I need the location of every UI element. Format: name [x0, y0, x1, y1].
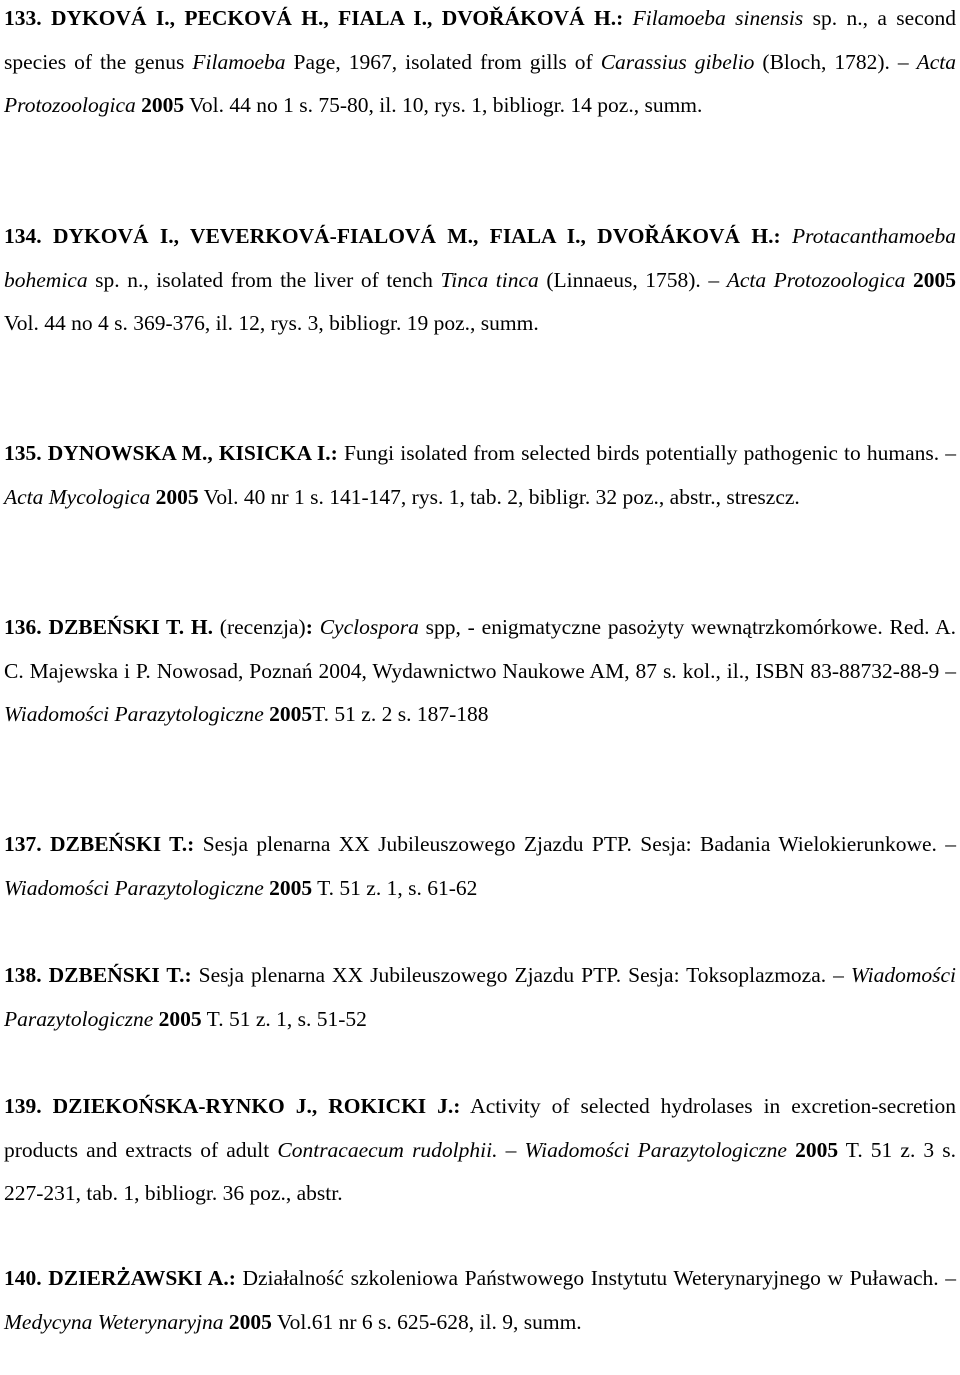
host-species-name: Tinca tinca — [440, 267, 539, 292]
entry-dash: – — [826, 963, 851, 987]
entry-number: 135. — [4, 441, 42, 465]
bibliography-entry-137 — [4, 823, 956, 910]
entry-title: sp. n., a second species of the genus — [4, 6, 956, 74]
entry-authors: DZIERŻAWSKI A.: — [48, 1266, 236, 1290]
species-name: Contracaecum rudolphii. — [277, 1137, 498, 1162]
entry-number: 140. — [4, 1266, 42, 1290]
entry-year: 2005 — [158, 1006, 202, 1031]
entry-authors: DZBEŃSKI T.: — [49, 832, 195, 856]
entry-title: Activity of selected hydrolases in excretion-secretion products and extracts of adult — [4, 1094, 957, 1162]
entry-year: 2005 — [269, 875, 313, 900]
entry-year: 2005 — [155, 484, 199, 509]
entry-number: 139. — [4, 1094, 42, 1118]
entry-year: 2005 — [913, 267, 956, 292]
bibliography-entry-134 — [4, 215, 956, 346]
entry-number: 138. — [4, 963, 42, 987]
entry-details: Vol. 44 no 4 s. 369-376, il. 12, rys. 3, bibliogr. 19 poz., summ. — [4, 311, 539, 335]
genus-name: Cyclospora — [319, 615, 419, 639]
journal-name: Acta Protozoologica — [4, 49, 957, 117]
entry-number: 133. — [4, 6, 42, 30]
entry-title-cont: Page, 1967, isolated from gills of — [285, 49, 601, 74]
entry-number: 136. — [4, 615, 42, 639]
entry-colon: : — [305, 615, 313, 639]
entry-details: T. 51 z. 1, s. 61-62 — [312, 875, 478, 900]
entry-title: sp. n., isolated from the liver of tench — [87, 267, 441, 292]
entry-title: Sesja plenarna XX Jubileuszowego Zjazdu PTP. Sesja: Badania Wielokierunkowe. — [194, 832, 937, 856]
journal-name: Wiadomości Parazytologiczne — [4, 875, 264, 900]
entry-title-end: (Bloch, 1782). — [754, 49, 890, 74]
entry-dash: – — [939, 441, 957, 465]
entry-details: Vol.61 nr 6 s. 625-628, il. 9, summ. — [271, 1309, 582, 1334]
bibliography-entry-138 — [4, 954, 956, 1041]
entry-role: (recenzja) — [213, 615, 306, 639]
entry-number: 134. — [4, 224, 42, 248]
entry-authors: DZIEKOŃSKA-RYNKO J., ROKICKI J.: — [52, 1094, 461, 1118]
entry-dash: – — [889, 49, 917, 74]
entry-title: Działalność szkoleniowa Państwowego Instytutu Weterynaryjnego w Puławach. — [235, 1266, 939, 1290]
entry-dash: – — [497, 1137, 525, 1162]
bibliography-entry-135 — [4, 432, 956, 519]
entry-authors: DYNOWSKA M., KISICKA I.: — [47, 441, 338, 465]
entry-dash: – — [939, 658, 956, 683]
species-name: Protacanthamoeba bohemica — [4, 224, 957, 292]
journal-name: Acta Protozoologica — [726, 267, 906, 292]
entry-dash: – — [700, 267, 727, 292]
entry-year: 2005 — [269, 702, 313, 726]
journal-name: Acta Mycologica — [4, 484, 151, 509]
entry-title-end: (Linnaeus, 1758). — [538, 267, 701, 292]
entry-details: T. 51 z. 2 s. 187-188 — [312, 702, 489, 726]
entry-authors: DZBEŃSKI T.: — [48, 963, 192, 987]
entry-details: T. 51 z. 3 s. 227-231, tab. 1, bibliogr. 36 poz., abstr. — [4, 1137, 957, 1205]
entry-details: T. 51 z. 1, s. 51-52 — [201, 1006, 367, 1031]
journal-name: Wiadomości Parazytologiczne — [524, 1137, 787, 1162]
bibliography-entry-133 — [4, 0, 956, 128]
entry-title: spp, - enigmatyczne pasożyty wewnątrzkomórkowe. Red. A. C. Majewska i P. Nowosad, Poznań 2004, Wydawnictwo Naukowe AM, 87 s. kol., il., ISBN 83-88732-88-9 — [4, 615, 957, 683]
entry-authors: DZBEŃSKI T. H. — [48, 615, 213, 639]
entry-year: 2005 — [228, 1309, 272, 1334]
bibliography-entry-140 — [4, 1257, 956, 1344]
entry-dash: – — [938, 1266, 957, 1290]
genus-name: Filamoeba — [192, 49, 286, 74]
bibliography-entry-139 — [4, 1085, 956, 1216]
entry-dash: – — [936, 832, 957, 856]
entry-details: Vol. 44 no 1 s. 75-80, il. 10, rys. 1, bibliogr. 14 poz., summ. — [184, 93, 703, 117]
entry-title: Sesja plenarna XX Jubileuszowego Zjazdu PTP. Sesja: Toksoplazmoza. — [191, 963, 827, 987]
journal-name: Wiadomości Parazytologiczne — [4, 963, 957, 1031]
entry-details: Vol. 40 nr 1 s. 141-147, rys. 1, tab. 2, bibligr. 32 poz., abstr., streszcz. — [198, 484, 800, 509]
host-species-name: Carassius gibelio — [600, 49, 755, 74]
journal-name: Medycyna Weterynaryjna — [4, 1309, 224, 1334]
entry-title: Fungi isolated from selected birds potentially pathogenic to humans. — [337, 441, 940, 465]
journal-name: Wiadomości Parazytologiczne — [4, 702, 264, 726]
entry-authors: DYKOVÁ I., PECKOVÁ H., FIALA I., DVOŘÁKOVÁ H.: — [51, 6, 624, 30]
species-name: Filamoeba sinensis — [632, 6, 804, 30]
bibliography-entry-136 — [4, 606, 956, 737]
entry-authors: DYKOVÁ I., VEVERKOVÁ-FIALOVÁ M., FIALA I., DVOŘÁKOVÁ H.: — [52, 224, 781, 248]
entry-year: 2005 — [795, 1137, 839, 1162]
entry-number: 137. — [4, 832, 42, 856]
entry-year: 2005 — [141, 93, 185, 117]
